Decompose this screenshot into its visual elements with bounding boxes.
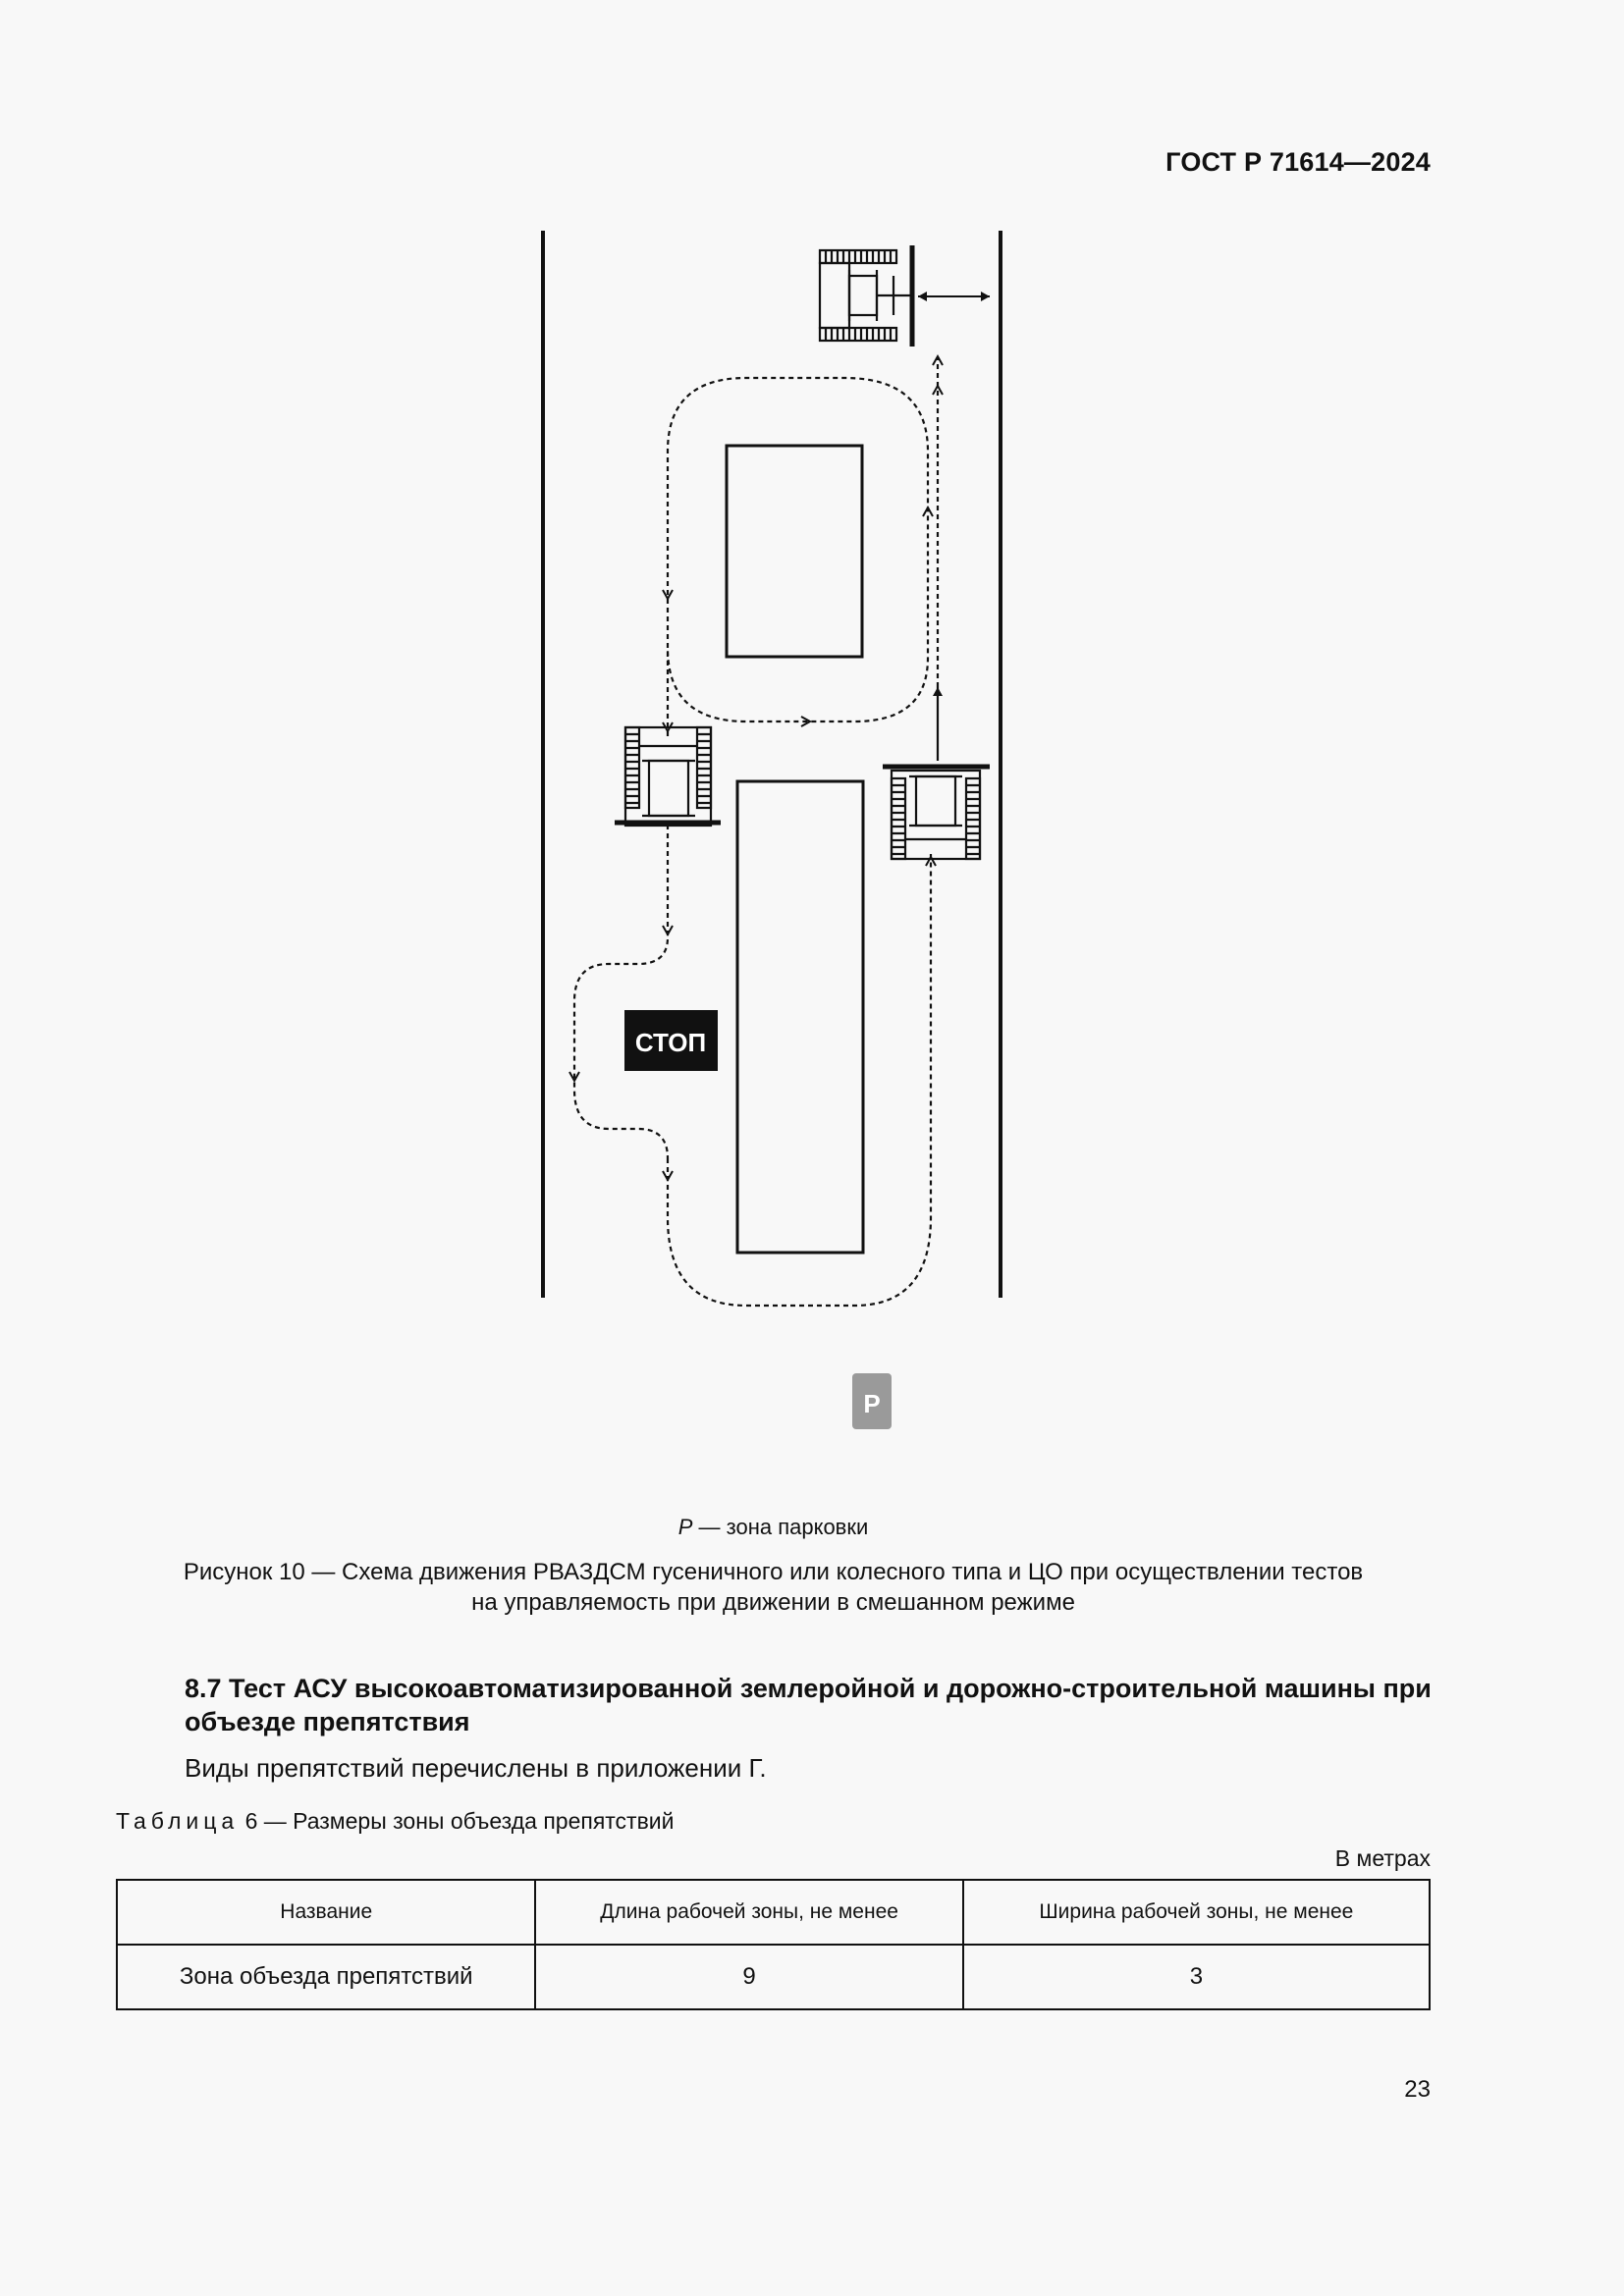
obstacle-zone-table	[116, 1879, 1431, 2010]
section-paragraph: Виды препятствий перечислены в приложении Г.	[185, 1753, 767, 1783]
stop-sign	[624, 1010, 718, 1071]
figure-caption-line-2: на управляемость при движении в смешанном режиме	[471, 1589, 1075, 1616]
table-header-row	[117, 1880, 1430, 1945]
table-cell: 3	[963, 1945, 1430, 2009]
document-code: ГОСТ Р 71614—2024	[1165, 147, 1431, 177]
table-caption-label: Таблица	[116, 1808, 240, 1834]
table-cell: Зона объезда препятствий	[117, 1945, 535, 2009]
table-caption	[116, 1808, 675, 1835]
upper-obstacle	[727, 446, 862, 657]
table-cell: 9	[535, 1945, 962, 2009]
table-header-cell: Название	[117, 1880, 535, 1945]
parking-sign	[852, 1373, 892, 1429]
loop-path-around-lower-obstacle	[668, 854, 931, 1306]
stop-sign-label: СТОП	[634, 1028, 707, 1057]
section-heading: 8.7 Тест АСУ высокоавтоматизированной землеройной и дорожно-строительной машины при объезде препятствия	[185, 1674, 1432, 1736]
legend-text: — зона парковки	[692, 1515, 869, 1539]
lower-obstacle	[737, 781, 863, 1253]
loop-path-around-upper-obstacle	[668, 378, 928, 736]
figure-legend	[0, 1515, 1546, 1540]
table-header-cell: Длина рабочей зоны, не менее	[535, 1880, 962, 1945]
table-header-cell: Ширина рабочей зоны, не менее	[963, 1880, 1430, 1945]
table-row	[117, 1945, 1430, 2009]
figure-caption-line-1: Рисунок 10 — Схема движения РВАЗДСМ гусеничного или колесного типа и ЦО при осуществлении тестов	[183, 1559, 1364, 1585]
parking-sign-label: P	[863, 1389, 881, 1418]
machine-left-lane	[615, 727, 721, 826]
page-number: 23	[1404, 2076, 1431, 2103]
stop-bypass-path	[574, 825, 668, 1158]
direction-arrow	[663, 1171, 673, 1180]
machine-at-parking	[820, 245, 912, 347]
machine-right-lane	[883, 767, 990, 859]
direction-arrow	[663, 926, 673, 934]
legend-symbol: P	[677, 1515, 693, 1539]
table-units: В метрах	[1334, 1845, 1431, 1871]
direction-arrow	[933, 356, 943, 365]
figure-caption	[0, 1557, 1546, 1618]
table-caption-title: 6 — Размеры зоны объезда препятствий	[239, 1808, 675, 1834]
